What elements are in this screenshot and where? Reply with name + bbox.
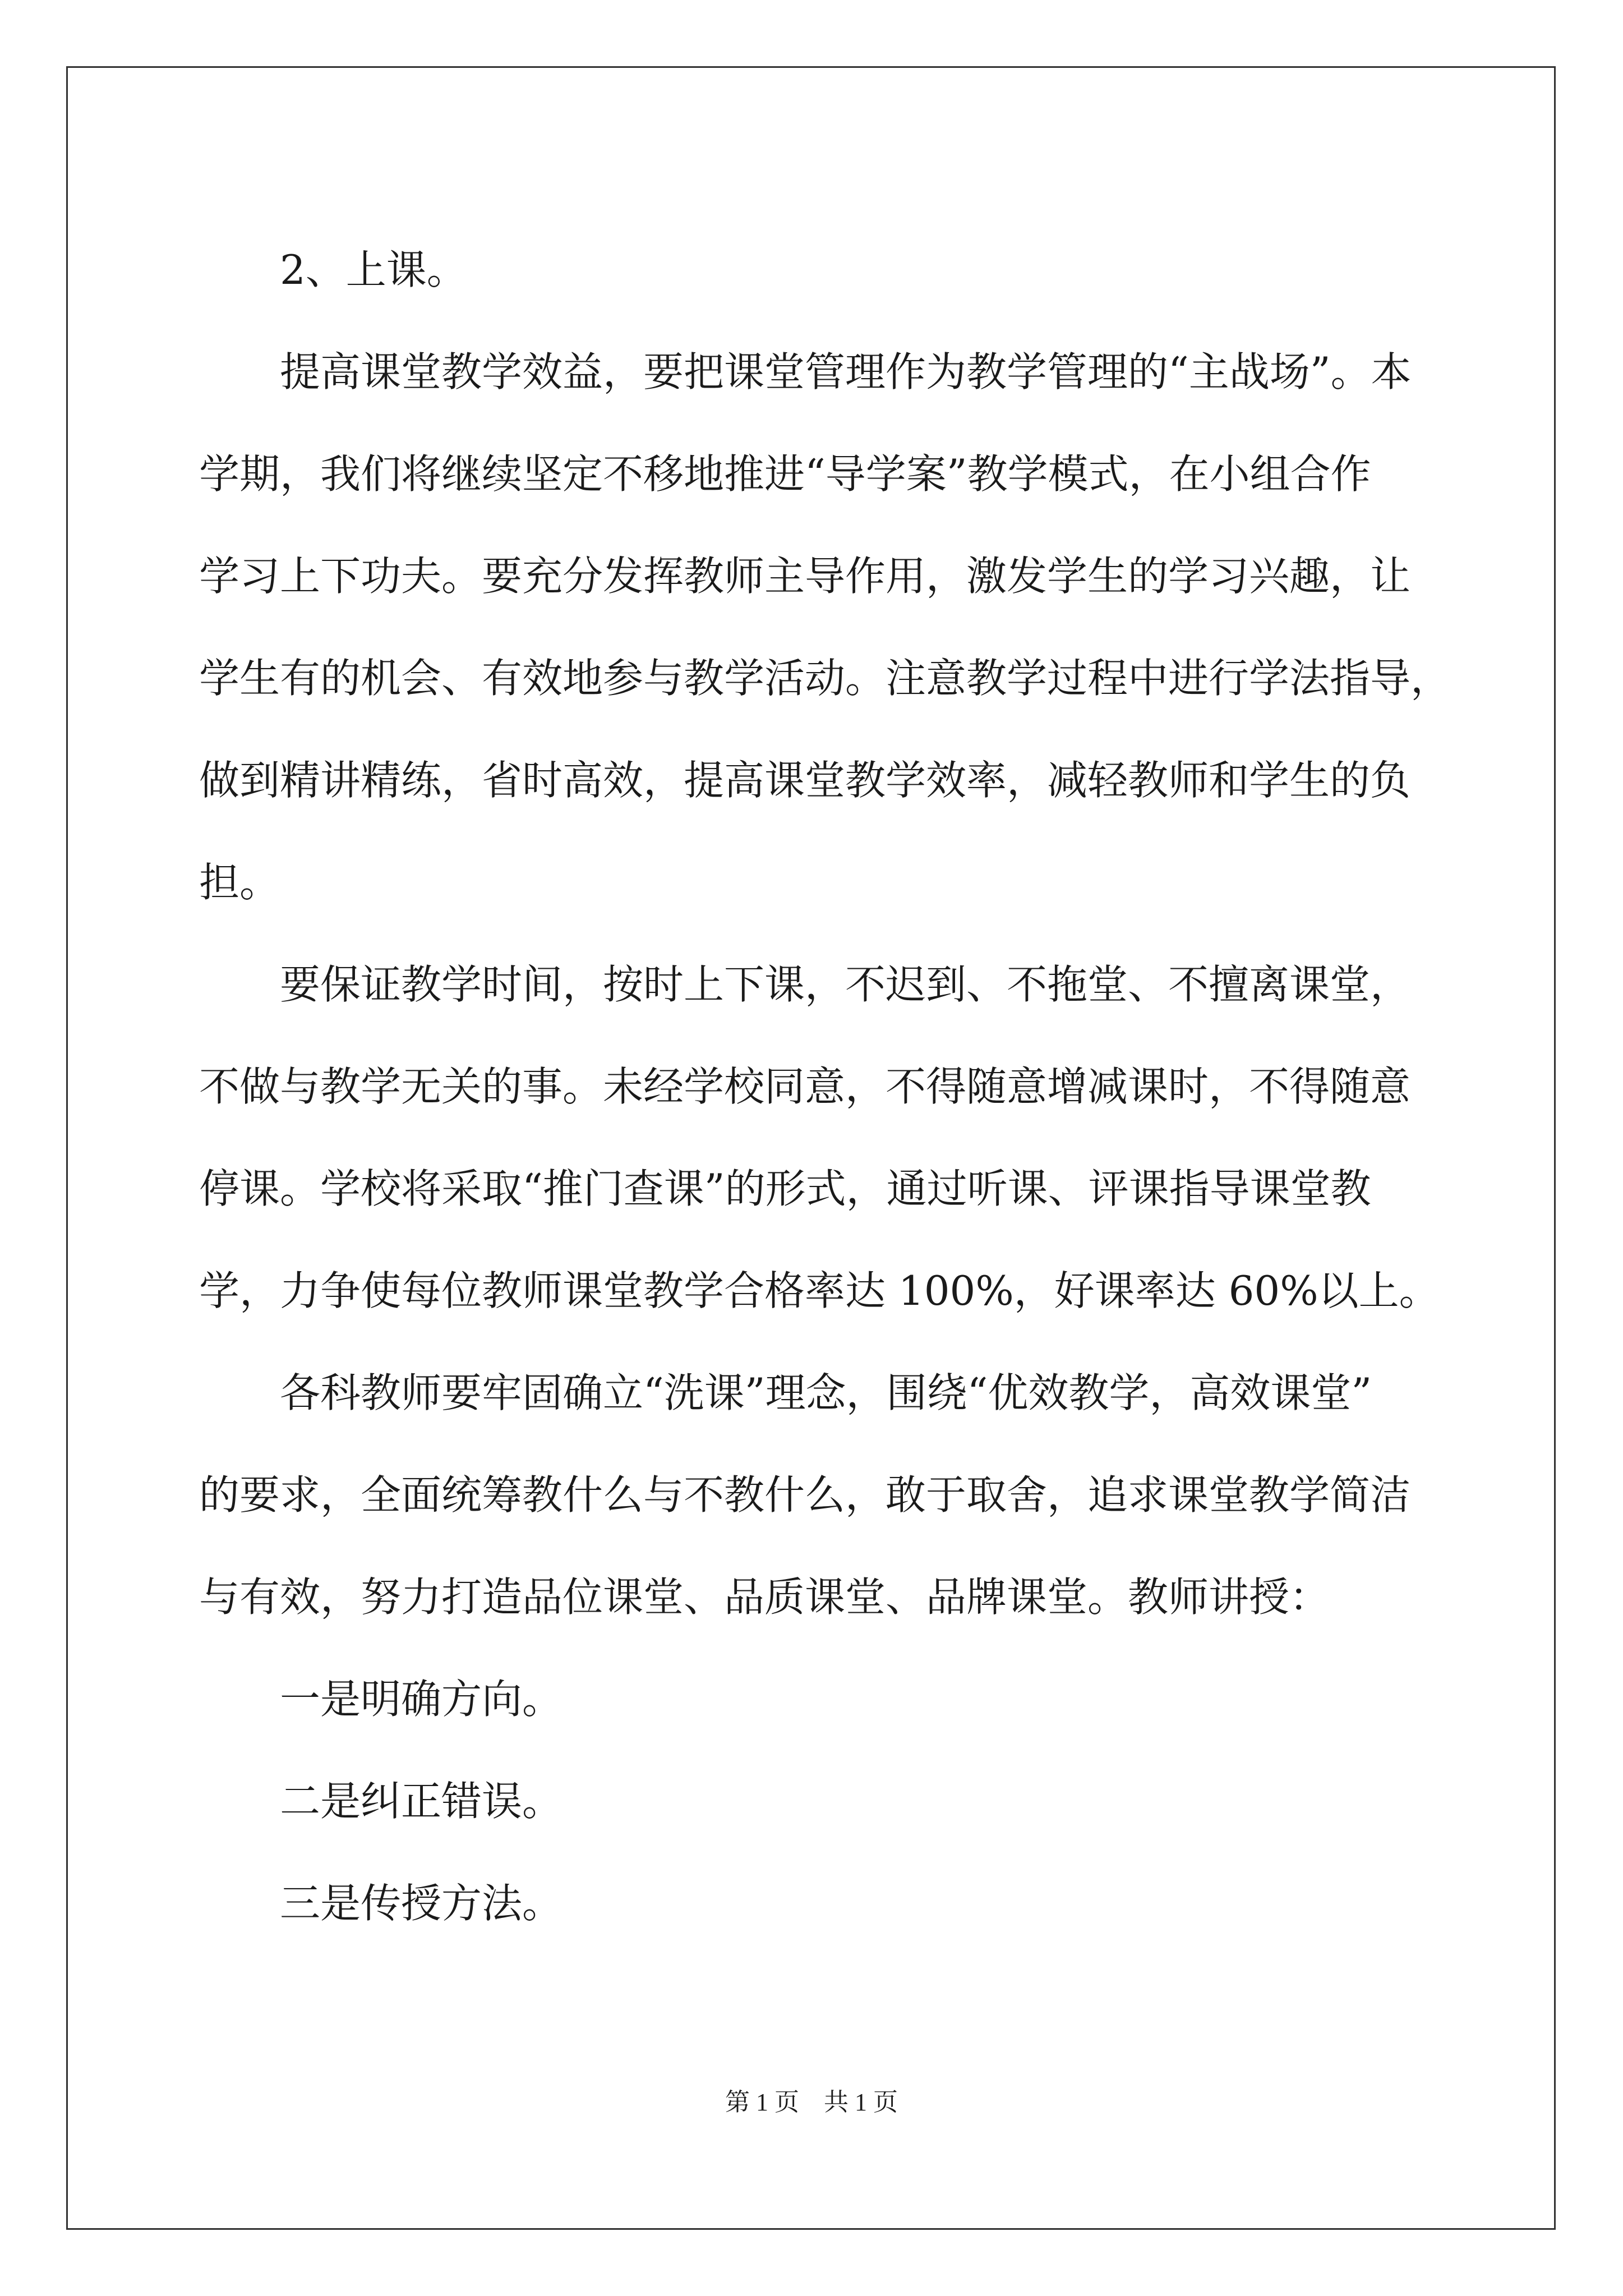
paragraph-line: 学，力争使每位教师课堂教学合格率达 100%，好课率达 60%以上。 <box>199 1267 1440 1314</box>
paragraph-line: 学生有的机会、有效地参与教学活动。注意教学过程中进行学法指导， <box>199 655 1451 702</box>
list-item: 一是明确方向。 <box>280 1676 563 1723</box>
paragraph-line: 与有效，努力打造品位课堂、品质课堂、品牌课堂。教师讲授： <box>199 1573 1330 1621</box>
paragraph-line: 担。 <box>199 859 280 906</box>
paragraph-line: 各科教师要牢固确立“洗课”理念，围绕“优效教学，高效课堂” <box>280 1369 1372 1416</box>
page-footer: 第 1 页 共 1 页 <box>725 2088 898 2116</box>
list-item: 三是传授方法。 <box>280 1880 563 1927</box>
paragraph-line: 要保证教学时间，按时上下课，不迟到、不拖堂、不擅离课堂， <box>280 961 1411 1008</box>
paragraph-line: 停课。学校将采取“推门查课”的形式，通过听课、评课指导课堂教 <box>199 1165 1371 1212</box>
document-body <box>199 219 1450 1954</box>
paragraph-line: 学习上下功夫。要充分发挥教师主导作用，激发学生的学习兴趣，让 <box>199 553 1411 600</box>
paragraph-line: 学期，我们将继续坚定不移地推进“导学案”教学模式，在小组合作 <box>199 450 1371 498</box>
paragraph-line: 提高课堂教学效益，要把课堂管理作为教学管理的“主战场”。本 <box>280 348 1412 395</box>
list-item: 二是纠正错误。 <box>280 1778 563 1825</box>
paragraph-line: 的要求，全面统筹教什么与不教什么，敢于取舍，追求课堂教学简洁 <box>199 1471 1411 1519</box>
paragraph-line: 不做与教学无关的事。未经学校同意，不得随意增减课时，不得随意 <box>199 1063 1411 1110</box>
paragraph-heading: 2、上课。 <box>280 246 467 293</box>
paragraph-line: 做到精讲精练，省时高效，提高课堂教学效率，减轻教师和学生的负 <box>199 757 1411 804</box>
